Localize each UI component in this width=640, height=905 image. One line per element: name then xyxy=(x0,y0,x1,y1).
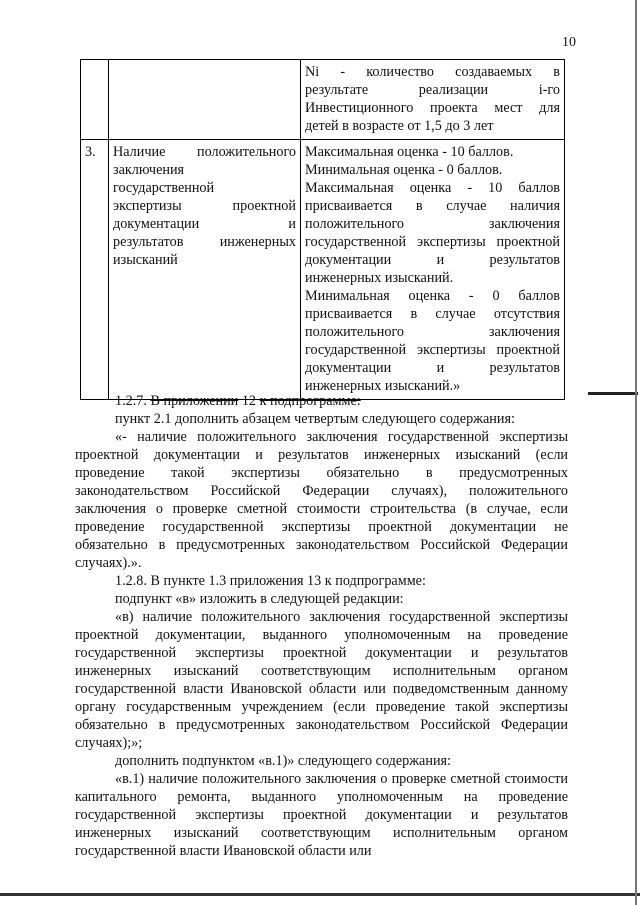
page-number: 10 xyxy=(562,35,576,50)
table-row xyxy=(81,60,565,140)
cell-line: Минимальная оценка - 0 баллов xyxy=(305,288,560,304)
paragraph: 1.2.8. В пункте 1.3 приложения 13 к подпрограмме: xyxy=(115,573,426,589)
description-cell xyxy=(301,140,565,400)
description-cell xyxy=(301,60,565,140)
cell-line: Ni - количество создаваемых в xyxy=(305,64,560,80)
cell-line: экспертизы проектной xyxy=(113,198,296,214)
paragraph xyxy=(75,392,568,410)
document-body xyxy=(75,392,568,860)
cell-line: Инвестиционного проекта мест для xyxy=(305,100,560,116)
struck-text: к подпрограмме: xyxy=(259,393,361,409)
cell-line: инженерных изысканий. xyxy=(305,270,454,286)
table-row xyxy=(81,140,565,400)
struck-text: В приложении xyxy=(150,393,239,409)
cell-line: документации и результатов xyxy=(305,360,560,376)
scan-right-edge xyxy=(635,0,637,905)
cell-line: детей в возрасте от 1,5 до 3 лет xyxy=(305,118,494,134)
paragraph-text: 12 xyxy=(238,393,260,409)
criteria-table xyxy=(80,59,565,400)
cell-line: изысканий xyxy=(113,252,178,268)
cell-line: присваивается в случае наличия xyxy=(305,198,560,214)
cell-line: документации и xyxy=(113,216,296,232)
cell-line: положительного заключения xyxy=(305,216,560,232)
cell-line: Минимальная оценка - 0 баллов. xyxy=(305,162,503,178)
cell-line: государственной экспертизы проектной xyxy=(305,342,560,358)
paragraph: подпункт «в» изложить в следующей редакции: xyxy=(115,591,404,607)
cell-line: инженерных изысканий.» xyxy=(305,378,461,394)
cell-line: Максимальная оценка - 10 баллов xyxy=(305,180,560,196)
scan-bottom-edge xyxy=(0,893,640,896)
criterion-cell xyxy=(109,60,301,140)
cell-line: положительного заключения xyxy=(305,324,560,340)
paragraph: «в) наличие положительного заключения государственной экспертизы проектной документации, выданного уполномоченным на проведение государственной экспертизы проектной документации и результатов инженерных изысканий соответствующим исполнительным органом государственной власти Ивановской области или подведомственным данному органу государственным учреждением (если проведение такой экспертизы обязательно в предусмотренных законодательством Российской Федерации случаях);»; xyxy=(75,609,568,751)
criterion-cell xyxy=(109,140,301,400)
paragraph: пункт 2.1 дополнить абзацем четвертым следующего содержания: xyxy=(115,411,515,427)
cell-line: заключения xyxy=(113,162,185,178)
scan-mark xyxy=(588,392,638,395)
cell-line: государственной экспертизы проектной xyxy=(305,234,560,250)
paragraph: «- наличие положительного заключения государственной экспертизы проектной документации и результатов инженерных изысканий (если проведение такой экспертизы обязательно в предусмотренных законодательством Российской Федерации случаях), положительного заключения о проверке сметной стоимости строительства (в случае, если проведение государственной экспертизы проектной документации не обязательно в предусмотренных законодательством Российской Федерации случаях).». xyxy=(75,429,568,571)
cell-line: Максимальная оценка - 10 баллов. xyxy=(305,144,514,160)
paragraph: дополнить подпунктом «в.1)» следующего содержания: xyxy=(115,753,452,769)
paragraph-prefix: 1.2.7. xyxy=(115,393,151,409)
cell-line: государственной xyxy=(113,180,215,196)
paragraph: «в.1) наличие положительного заключения о проверке сметной стоимости капитального ремонта, выданного уполномоченным на проведение государственной экспертизы проектной документации и результатов инженерных изысканий соответствующим исполнительным органом государственной власти Ивановской области или xyxy=(75,771,568,859)
row-number-cell: 3. xyxy=(81,140,109,400)
cell-line: документации и результатов xyxy=(305,252,560,268)
cell-line: результатов инженерных xyxy=(113,234,296,250)
cell-line: результате реализации i-го xyxy=(305,82,560,98)
cell-line: Наличие положительного xyxy=(113,144,296,160)
row-number-cell xyxy=(81,60,109,140)
cell-line: присваивается в случае отсутствия xyxy=(305,306,560,322)
